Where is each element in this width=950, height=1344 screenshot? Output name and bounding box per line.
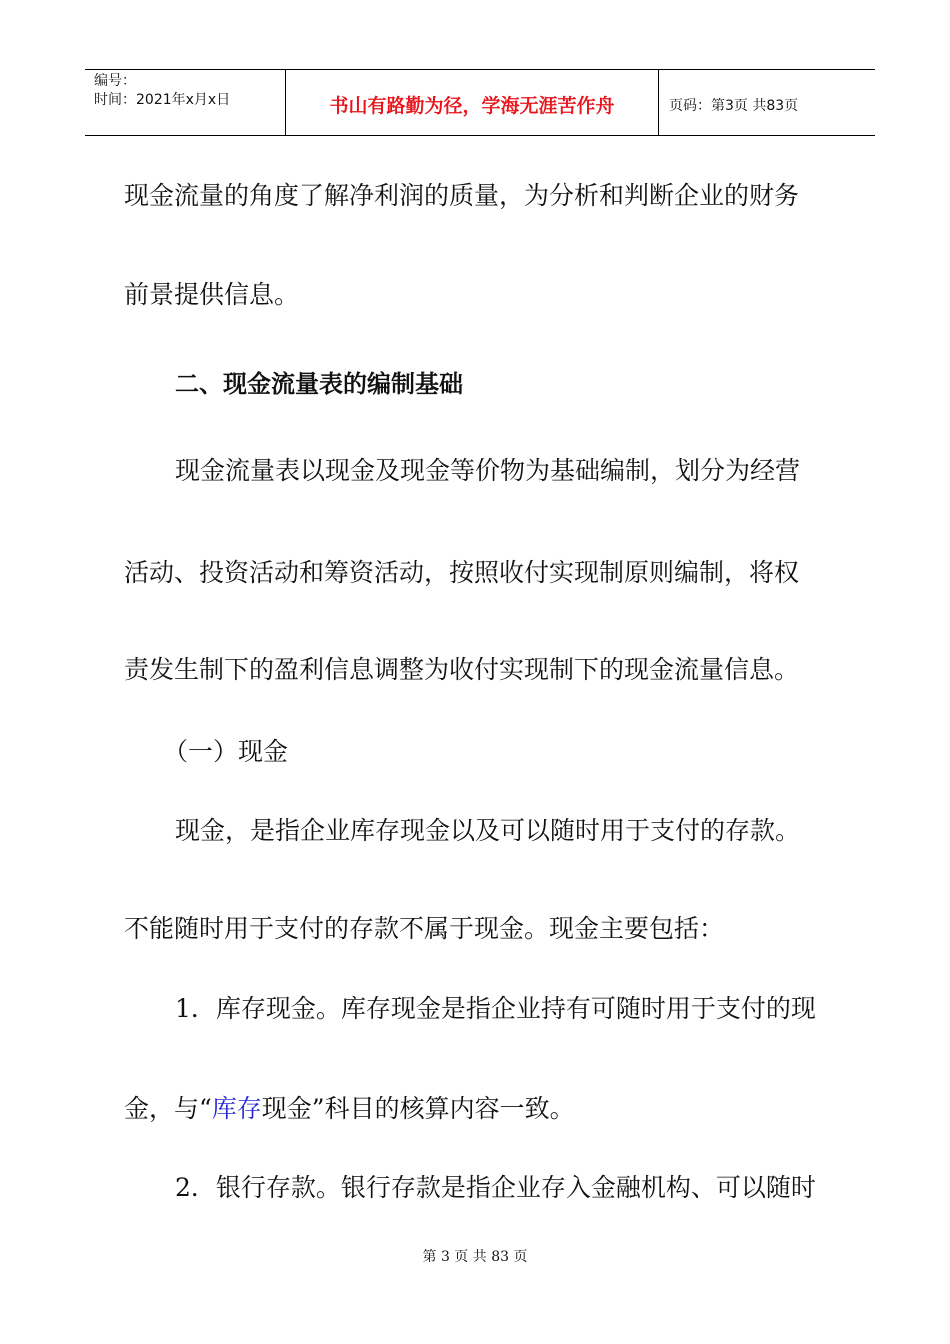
page-header [85, 69, 875, 136]
list-item-line: 2．银行存款。银行存款是指企业存入金融机构、可以随时 [175, 1173, 816, 1202]
paragraph-line: 前景提供信息。 [124, 280, 300, 309]
header-motto: 书山有路勤为径，学海无涯苦作舟 [286, 70, 659, 135]
sub-heading: （一）现金 [163, 737, 289, 766]
paragraph-line: 现金流量的角度了解净利润的质量，为分析和判断企业的财务 [124, 181, 800, 210]
time-label: 时间：2021年x月x日 [94, 92, 231, 108]
paragraph-line: 责发生制下的盈利信息调整为收付实现制下的现金流量信息。 [124, 655, 800, 684]
list-item-line: 1．库存现金。库存现金是指企业持有可随时用于支付的现 [175, 994, 816, 1023]
inline-link[interactable]: 库存 [211, 1094, 262, 1123]
text-segment: 现金”科目的核算内容一致。 [261, 1094, 575, 1123]
header-page-info: 页码：第3页 共83页 [669, 97, 799, 114]
paragraph-line: 现金，是指企业库存现金以及可以随时用于支付的存款。 [175, 816, 801, 845]
list-item-line [124, 1093, 575, 1125]
paragraph-line: 不能随时用于支付的存款不属于现金。现金主要包括： [124, 914, 725, 943]
page-footer: 第 3 页 共 83 页 [422, 1249, 528, 1265]
text-segment: 金，与“ [124, 1094, 212, 1123]
paragraph-line: 现金流量表以现金及现金等价物为基础编制，划分为经营 [175, 456, 801, 485]
number-label: 编号： [94, 73, 136, 89]
paragraph-line: 活动、投资活动和筹资活动，按照收付实现制原则编制，将权 [124, 558, 800, 587]
section-heading: 二、现金流量表的编制基础 [175, 370, 463, 398]
header-meta-cell [85, 70, 286, 135]
